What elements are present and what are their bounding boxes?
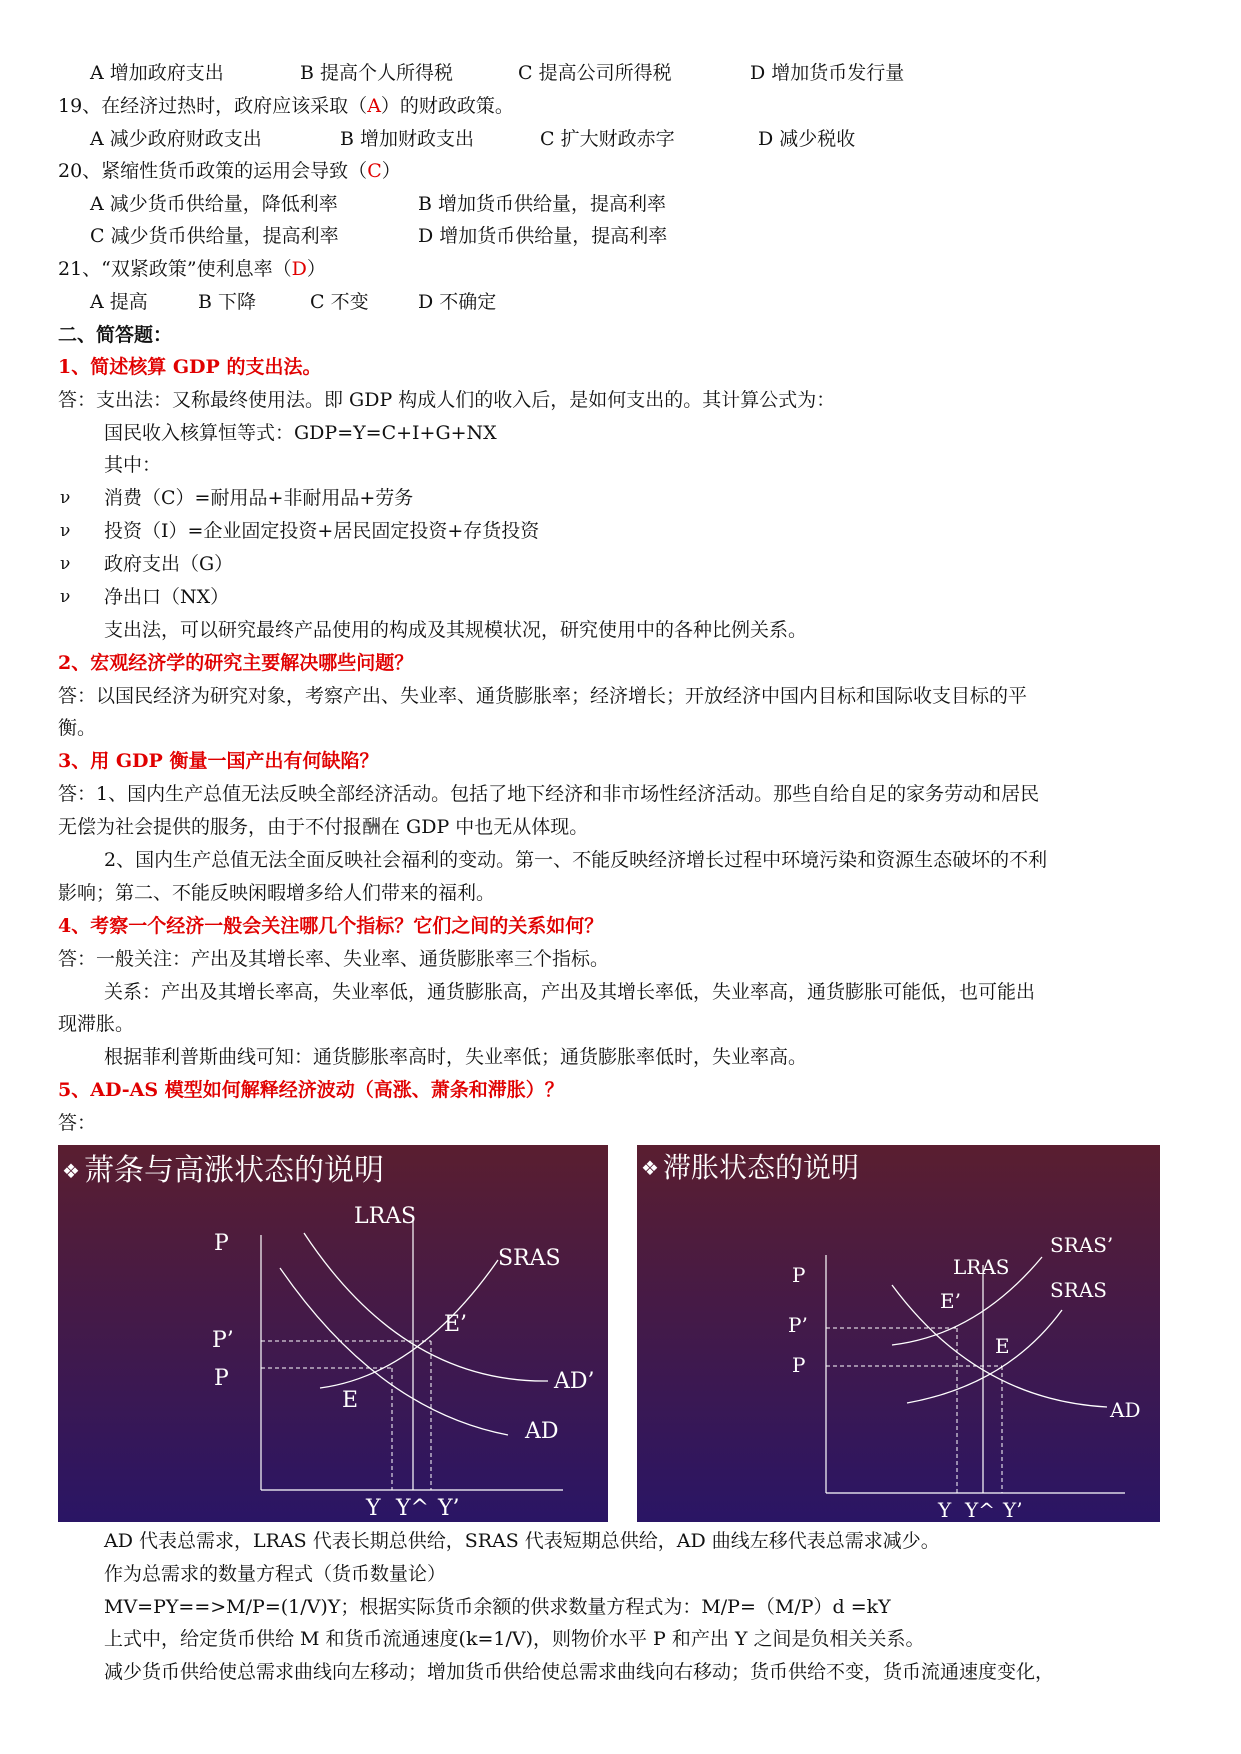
q19-option-c: C 扩大财政赤字	[540, 128, 675, 150]
label-e-prime: E’	[940, 1289, 961, 1313]
label-p-level: P	[214, 1366, 229, 1391]
q19-stem: 19、在经济过热时，政府应该采取（	[58, 95, 368, 117]
s5-answer-label: 答：	[58, 1112, 97, 1134]
figure-stagflation	[637, 1145, 1160, 1522]
s1-bullet-text: 消费（C）=耐用品+非耐用品+劳务	[104, 487, 414, 509]
label-ad-prime: AD’	[554, 1369, 595, 1394]
q21-stem: 21、“双紧政策”使利息率（	[58, 258, 292, 280]
label-y-hat: Y^	[965, 1498, 995, 1522]
s2-answer-line2: 衡。	[58, 717, 97, 739]
s3-answer-line1: 答：1、国内生产总值无法反映全部经济活动。包括了地下经济和非市场性经济活动。那些自给自足的家务劳动和居民	[58, 783, 1040, 805]
s1-title: 1、简述核算 GDP 的支出法。	[58, 356, 322, 378]
s2-title: 2、宏观经济学的研究主要解决哪些问题？	[58, 652, 414, 674]
after-line3: MV=PY==>M/P=(1/V)Y；根据实际货币余额的供求数量方程式为：M/P=（M/P）d =kY	[104, 1596, 891, 1618]
label-p-prime: P’	[212, 1328, 234, 1353]
s1-identity: 国民收入核算恒等式：GDP=Y=C+I+G+NX	[104, 422, 497, 444]
label-p-axis: P	[214, 1231, 229, 1256]
s1-where: 其中：	[104, 454, 162, 476]
q20-option-c: C 减少货币供给量，提高利率	[90, 225, 339, 247]
diamond-bullet-icon: ❖	[641, 1156, 659, 1180]
label-e: E	[342, 1388, 359, 1413]
q20-tail: ）	[381, 160, 401, 182]
section-title: 二、简答题：	[58, 324, 173, 346]
q19-question	[58, 93, 514, 119]
q19-answer: A	[367, 95, 381, 117]
s1-conclusion: 支出法，可以研究最终产品使用的构成及其规模状况，研究使用中的各种比例关系。	[104, 619, 808, 641]
q21-option-b: B 下降	[198, 291, 257, 313]
q18-option-d: D 增加货币发行量	[750, 62, 905, 84]
q20-answer: C	[367, 160, 382, 182]
label-y: Y	[366, 1496, 381, 1521]
s2-answer-line1: 答：以国民经济为研究对象，考察产出、失业率、通货膨胀率；经济增长；开放经济中国内目标和国际收支目标的平	[58, 685, 1028, 707]
q21-tail: ）	[306, 258, 326, 280]
s3-answer-line2: 无偿为社会提供的服务，由于不付报酬在 GDP 中也无从体现。	[58, 816, 589, 838]
s4-title: 4、考察一个经济一般会关注哪几个指标？它们之间的关系如何？	[58, 915, 604, 937]
s3-title: 3、用 GDP 衡量一国产出有何缺陷？	[58, 750, 379, 772]
diamond-bullet-icon: ❖	[62, 1159, 80, 1183]
bullet-symbol: ν	[60, 488, 71, 508]
s1-bullet-text: 投资（I）=企业固定投资+居民固定投资+存货投资	[104, 520, 540, 542]
q21-option-c: C 不变	[310, 291, 369, 313]
label-y: Y	[938, 1498, 952, 1522]
q21-question	[58, 256, 326, 282]
label-y-prime: Y’	[1003, 1498, 1023, 1522]
s1-bullet-text: 政府支出（G）	[104, 553, 234, 575]
after-line5: 减少货币供给使总需求曲线向左移动；增加货币供给使总需求曲线向右移动；货币供给不变，货币流通速度变化，	[104, 1661, 1055, 1683]
label-sras-prime: SRAS’	[1050, 1233, 1114, 1257]
s4-answer-line3: 现滞胀。	[58, 1013, 135, 1035]
q18-option-a: A 增加政府支出	[90, 62, 224, 84]
q20-stem: 20、紧缩性货币政策的运用会导致（	[58, 160, 368, 182]
s1-bullet-text: 净出口（NX）	[104, 586, 230, 608]
label-sras: SRAS	[1050, 1278, 1107, 1302]
q20-option-a: A 减少货币供给量，降低利率	[90, 193, 338, 215]
s3-answer-line4: 影响；第二、不能反映闲暇增多给人们带来的福利。	[58, 882, 496, 904]
label-y-hat: Y^	[396, 1496, 429, 1521]
figure-background	[637, 1145, 1160, 1522]
q18-option-b: B 提高个人所得税	[300, 62, 454, 84]
s5-title: 5、AD-AS 模型如何解释经济波动（高涨、萧条和滞胀）？	[58, 1079, 564, 1101]
bullet-symbol: ν	[60, 587, 71, 607]
q19-option-a: A 减少政府财政支出	[90, 128, 262, 150]
q21-answer: D	[291, 258, 307, 280]
label-y-prime: Y’	[438, 1496, 460, 1521]
figure-recession-boom	[58, 1145, 608, 1522]
after-line2: 作为总需求的数量方程式（货币数量论）	[104, 1563, 447, 1585]
after-line1: AD 代表总需求，LRAS 代表长期总供给，SRAS 代表短期总供给，AD 曲线左移代表总需求减少。	[104, 1530, 940, 1552]
s4-answer-line2: 关系：产出及其增长率高，失业率低，通货膨胀高，产出及其增长率低，失业率高，通货膨胀可能低，也可能出	[104, 981, 1036, 1003]
label-p-level: P	[792, 1353, 806, 1377]
q21-option-d: D 不确定	[418, 291, 497, 313]
label-ad: AD	[525, 1419, 559, 1444]
q20-question	[58, 158, 401, 184]
label-lras: LRAS	[354, 1204, 417, 1229]
label-lras: LRAS	[953, 1255, 1010, 1279]
q19-tail: ）的财政政策。	[380, 95, 514, 117]
q21-option-a: A 提高	[90, 291, 148, 313]
label-sras: SRAS	[498, 1246, 561, 1271]
bullet-symbol: ν	[60, 521, 71, 541]
figure-title: 萧条与高涨状态的说明	[84, 1153, 384, 1188]
q18-option-c: C 提高公司所得税	[518, 62, 672, 84]
s4-answer-line4: 根据菲利普斯曲线可知：通货膨胀率高时，失业率低；通货膨胀率低时，失业率高。	[104, 1046, 808, 1068]
after-line4: 上式中，给定货币供给 M 和货币流通速度(k=1/V)，则物价水平 P 和产出 Y 之间是负相关关系。	[104, 1628, 925, 1650]
q20-option-b: B 增加货币供给量，提高利率	[418, 193, 667, 215]
q19-option-b: B 增加财政支出	[340, 128, 475, 150]
label-e: E	[995, 1334, 1010, 1358]
label-ad: AD	[1110, 1398, 1141, 1422]
q20-option-d: D 增加货币供给量，提高利率	[418, 225, 668, 247]
label-p-prime: P’	[788, 1313, 808, 1337]
figure-title: 滞胀状态的说明	[663, 1151, 860, 1184]
label-e-prime: E’	[444, 1312, 468, 1337]
s3-answer-line3: 2、国内生产总值无法全面反映社会福利的变动。第一、不能反映经济增长过程中环境污染和资源生态破坏的不利	[104, 849, 1048, 871]
s1-answer-intro: 答：支出法：又称最终使用法。即 GDP 构成人们的收入后，是如何支出的。其计算公式为：	[58, 389, 836, 411]
bullet-symbol: ν	[60, 554, 71, 574]
label-p-axis: P	[792, 1263, 806, 1287]
s4-answer-line1: 答：一般关注：产出及其增长率、失业率、通货膨胀率三个指标。	[58, 948, 610, 970]
q19-option-d: D 减少税收	[758, 128, 856, 150]
